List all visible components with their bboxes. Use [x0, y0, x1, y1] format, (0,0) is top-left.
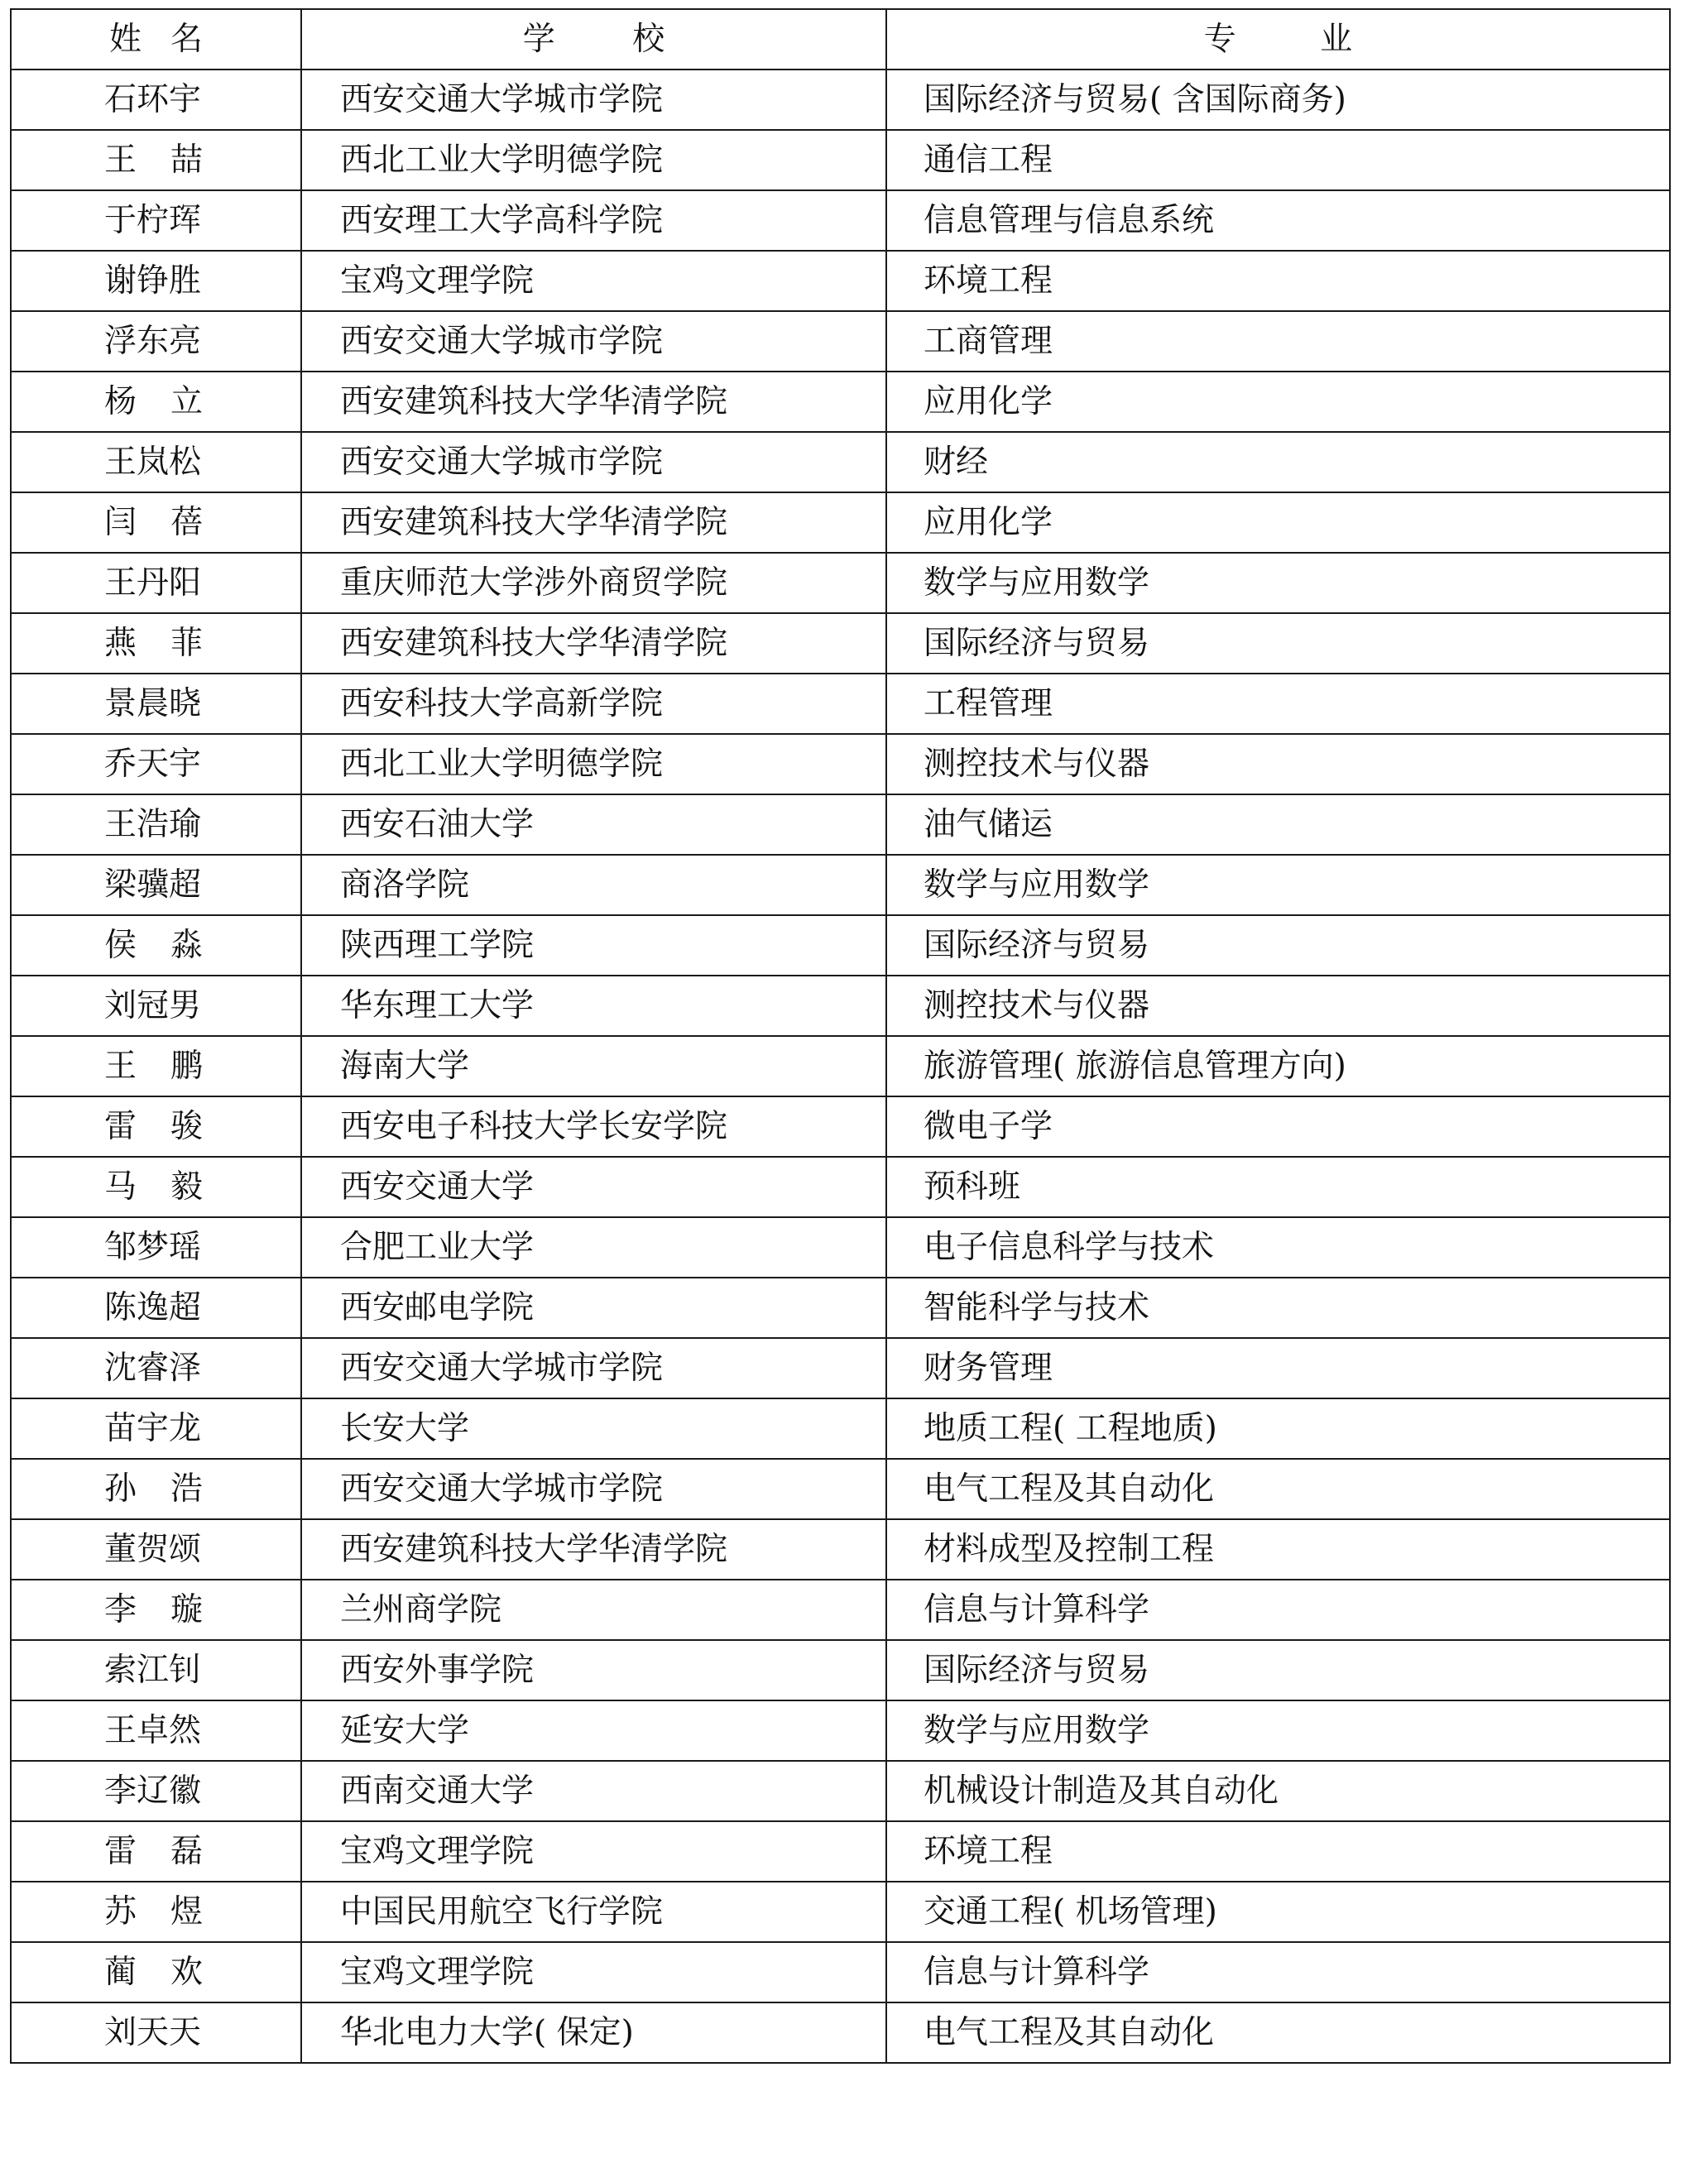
school-name: 西安交通大学城市学院 [340, 81, 664, 118]
student-name: 邹梦瑶 [104, 1229, 202, 1266]
cell-major [886, 70, 1670, 130]
cell-school [301, 1036, 886, 1096]
table-row [11, 2002, 1670, 2063]
major-name: 信息管理与信息系统 [924, 202, 1215, 239]
cell-major [886, 1640, 1670, 1700]
cell-name [11, 130, 301, 190]
cell-name [11, 2002, 301, 2063]
cell-major [886, 1096, 1670, 1157]
table-row [11, 1338, 1670, 1398]
table-row [11, 915, 1670, 976]
school-name: 西安邮电学院 [340, 1289, 535, 1326]
cell-school [301, 372, 886, 432]
cell-school [301, 553, 886, 613]
cell-school [301, 1580, 886, 1640]
student-name: 乔天宇 [104, 746, 202, 783]
table-row [11, 70, 1670, 130]
major-name: 信息与计算科学 [924, 1954, 1150, 1991]
table-row [11, 311, 1670, 372]
major-name: 机械设计制造及其自动化 [924, 1772, 1279, 1810]
cell-school [301, 613, 886, 674]
cell-major [886, 311, 1670, 372]
major-name: 信息与计算科学 [924, 1591, 1150, 1628]
cell-school [301, 1519, 886, 1580]
roster-sheet [10, 8, 1669, 2064]
student-name: 燕菲 [104, 625, 237, 662]
student-name: 梁骥超 [104, 866, 202, 904]
table-row [11, 855, 1670, 915]
table-row [11, 130, 1670, 190]
major-name: 电子信息科学与技术 [924, 1229, 1215, 1266]
cell-school [301, 1096, 886, 1157]
cell-school [301, 855, 886, 915]
cell-name [11, 372, 301, 432]
cell-major [886, 1942, 1670, 2002]
major-name: 工程管理 [924, 685, 1053, 722]
roster-table [10, 8, 1671, 2064]
table-row [11, 1942, 1670, 2002]
student-name: 王鹏 [104, 1048, 237, 1085]
school-name: 西安交通大学城市学院 [340, 1470, 664, 1508]
cell-major [886, 855, 1670, 915]
major-name: 微电子学 [924, 1108, 1053, 1145]
cell-name [11, 1942, 301, 2002]
table-row [11, 1519, 1670, 1580]
cell-school [301, 1398, 886, 1459]
cell-name [11, 1036, 301, 1096]
student-name: 王喆 [104, 141, 237, 179]
cell-major [886, 1036, 1670, 1096]
student-name: 刘天天 [104, 2014, 202, 2051]
student-name: 雷磊 [104, 1833, 237, 1870]
student-name: 孙浩 [104, 1470, 237, 1508]
cell-name [11, 613, 301, 674]
cell-school [301, 1761, 886, 1821]
table-row [11, 1157, 1670, 1217]
school-name: 西安电子科技大学长安学院 [340, 1108, 728, 1145]
school-name: 西安交通大学城市学院 [340, 323, 664, 360]
cell-major [886, 1882, 1670, 1942]
cell-name [11, 674, 301, 734]
header-school [301, 9, 886, 70]
school-name: 西南交通大学 [340, 1772, 535, 1810]
major-name: 财经 [924, 444, 989, 481]
table-row [11, 190, 1670, 251]
cell-major [886, 2002, 1670, 2063]
cell-name [11, 734, 301, 794]
roster-body [11, 70, 1670, 2063]
cell-major [886, 1278, 1670, 1338]
cell-major [886, 1459, 1670, 1519]
cell-name [11, 251, 301, 311]
cell-school [301, 1278, 886, 1338]
cell-name [11, 553, 301, 613]
cell-name [11, 432, 301, 492]
major-name: 环境工程 [924, 1833, 1053, 1870]
table-row [11, 1398, 1670, 1459]
student-name: 索江钊 [104, 1652, 202, 1689]
school-name: 华东理工大学 [340, 987, 535, 1024]
cell-name [11, 915, 301, 976]
table-row [11, 1096, 1670, 1157]
cell-name [11, 1519, 301, 1580]
table-row [11, 1036, 1670, 1096]
cell-major [886, 1217, 1670, 1278]
cell-major [886, 130, 1670, 190]
cell-name [11, 190, 301, 251]
cell-major [886, 976, 1670, 1036]
student-name: 于柠珲 [104, 202, 202, 239]
school-name: 西安建筑科技大学华清学院 [340, 383, 728, 420]
major-name: 油气储运 [924, 806, 1053, 843]
table-row [11, 613, 1670, 674]
school-name: 中国民用航空飞行学院 [340, 1893, 664, 1930]
cell-school [301, 1217, 886, 1278]
school-name: 商洛学院 [340, 866, 470, 904]
school-name: 延安大学 [340, 1712, 470, 1749]
school-name: 西安石油大学 [340, 806, 535, 843]
cell-major [886, 432, 1670, 492]
table-row [11, 251, 1670, 311]
cell-major [886, 734, 1670, 794]
school-name: 西安科技大学高新学院 [340, 685, 664, 722]
cell-school [301, 1640, 886, 1700]
cell-school [301, 432, 886, 492]
major-name: 国际经济与贸易 [924, 1652, 1150, 1689]
major-name: 智能科学与技术 [924, 1289, 1150, 1326]
cell-school [301, 794, 886, 855]
cell-name [11, 1338, 301, 1398]
school-name: 陕西理工学院 [340, 927, 535, 964]
cell-school [301, 311, 886, 372]
major-name: 数学与应用数学 [924, 1712, 1150, 1749]
school-name: 宝鸡文理学院 [340, 1954, 535, 1991]
cell-school [301, 251, 886, 311]
cell-school [301, 70, 886, 130]
student-name: 闫蓓 [104, 504, 237, 541]
school-name: 西安交通大学城市学院 [340, 444, 664, 481]
school-name: 海南大学 [340, 1048, 470, 1085]
cell-school [301, 1821, 886, 1882]
school-name: 华北电力大学( 保定) [340, 2014, 634, 2051]
school-name: 西安建筑科技大学华清学院 [340, 504, 728, 541]
cell-name [11, 492, 301, 553]
cell-school [301, 1157, 886, 1217]
school-name: 长安大学 [340, 1410, 470, 1447]
header-name [11, 9, 301, 70]
cell-name [11, 311, 301, 372]
cell-name [11, 1217, 301, 1278]
major-name: 电气工程及其自动化 [924, 2014, 1215, 2051]
student-name: 侯淼 [104, 927, 237, 964]
cell-name [11, 1882, 301, 1942]
header-major-label: 专业 [1203, 21, 1437, 58]
student-name: 马毅 [104, 1168, 237, 1206]
student-name: 王丹阳 [104, 564, 202, 602]
student-name: 蔺欢 [104, 1954, 237, 1991]
school-name: 西北工业大学明德学院 [340, 141, 664, 179]
table-row [11, 1821, 1670, 1882]
cell-name [11, 1157, 301, 1217]
cell-major [886, 492, 1670, 553]
cell-school [301, 2002, 886, 2063]
cell-major [886, 251, 1670, 311]
cell-name [11, 1459, 301, 1519]
table-row [11, 1580, 1670, 1640]
student-name: 谢铮胜 [104, 262, 202, 300]
header-row [11, 9, 1670, 70]
cell-major [886, 613, 1670, 674]
table-row [11, 674, 1670, 734]
student-name: 王浩瑜 [104, 806, 202, 843]
cell-major [886, 1761, 1670, 1821]
cell-name [11, 1278, 301, 1338]
table-row [11, 1640, 1670, 1700]
school-name: 西安外事学院 [340, 1652, 535, 1689]
major-name: 旅游管理( 旅游信息管理方向) [924, 1048, 1346, 1085]
cell-major [886, 674, 1670, 734]
cell-major [886, 915, 1670, 976]
cell-name [11, 70, 301, 130]
cell-school [301, 734, 886, 794]
school-name: 宝鸡文理学院 [340, 262, 535, 300]
cell-school [301, 1459, 886, 1519]
cell-major [886, 553, 1670, 613]
major-name: 电气工程及其自动化 [924, 1470, 1215, 1508]
major-name: 交通工程( 机场管理) [924, 1893, 1217, 1930]
table-row [11, 976, 1670, 1036]
school-name: 兰州商学院 [340, 1591, 502, 1628]
table-row [11, 432, 1670, 492]
student-name: 王岚松 [104, 444, 202, 481]
table-row [11, 1217, 1670, 1278]
major-name: 预科班 [924, 1168, 1021, 1206]
student-name: 苗宇龙 [104, 1410, 202, 1447]
table-row [11, 492, 1670, 553]
school-name: 西安交通大学 [340, 1168, 535, 1206]
cell-name [11, 855, 301, 915]
school-name: 宝鸡文理学院 [340, 1833, 535, 1870]
cell-school [301, 915, 886, 976]
student-name: 雷骏 [104, 1108, 237, 1145]
cell-name [11, 1761, 301, 1821]
cell-name [11, 794, 301, 855]
header-major [886, 9, 1670, 70]
student-name: 苏煜 [104, 1893, 237, 1930]
school-name: 重庆师范大学涉外商贸学院 [340, 564, 728, 602]
table-row [11, 553, 1670, 613]
table-row [11, 734, 1670, 794]
cell-major [886, 190, 1670, 251]
major-name: 环境工程 [924, 262, 1053, 300]
table-row [11, 1882, 1670, 1942]
student-name: 董贺颂 [104, 1531, 202, 1568]
student-name: 李璇 [104, 1591, 237, 1628]
student-name: 石环宇 [104, 81, 202, 118]
major-name: 财务管理 [924, 1350, 1053, 1387]
major-name: 数学与应用数学 [924, 564, 1150, 602]
cell-school [301, 492, 886, 553]
student-name: 景晨晓 [104, 685, 202, 722]
student-name: 王卓然 [104, 1712, 202, 1749]
cell-major [886, 1157, 1670, 1217]
cell-name [11, 1640, 301, 1700]
student-name: 杨立 [104, 383, 237, 420]
cell-school [301, 130, 886, 190]
student-name: 浮东亮 [104, 323, 202, 360]
cell-major [886, 794, 1670, 855]
table-row [11, 372, 1670, 432]
cell-major [886, 1398, 1670, 1459]
major-name: 材料成型及控制工程 [924, 1531, 1215, 1568]
major-name: 应用化学 [924, 383, 1053, 420]
major-name: 国际经济与贸易( 含国际商务) [924, 81, 1346, 118]
cell-school [301, 1338, 886, 1398]
table-row [11, 1700, 1670, 1761]
cell-name [11, 1580, 301, 1640]
school-name: 西安建筑科技大学华清学院 [340, 1531, 728, 1568]
cell-name [11, 976, 301, 1036]
cell-name [11, 1821, 301, 1882]
cell-name [11, 1398, 301, 1459]
table-row [11, 794, 1670, 855]
major-name: 工商管理 [924, 323, 1053, 360]
major-name: 数学与应用数学 [924, 866, 1150, 904]
major-name: 通信工程 [924, 141, 1053, 179]
cell-school [301, 1882, 886, 1942]
table-row [11, 1278, 1670, 1338]
student-name: 李辽徽 [104, 1772, 202, 1810]
header-school-label: 学校 [522, 21, 742, 58]
major-name: 测控技术与仪器 [924, 987, 1150, 1024]
cell-school [301, 1942, 886, 2002]
cell-school [301, 190, 886, 251]
header-name-label: 姓名 [108, 21, 233, 58]
major-name: 测控技术与仪器 [924, 746, 1150, 783]
major-name: 国际经济与贸易 [924, 927, 1150, 964]
cell-major [886, 1821, 1670, 1882]
cell-major [886, 372, 1670, 432]
student-name: 陈逸超 [104, 1289, 202, 1326]
school-name: 西安交通大学城市学院 [340, 1350, 664, 1387]
cell-major [886, 1580, 1670, 1640]
cell-school [301, 674, 886, 734]
school-name: 合肥工业大学 [340, 1229, 535, 1266]
table-row [11, 1761, 1670, 1821]
cell-name [11, 1096, 301, 1157]
major-name: 地质工程( 工程地质) [924, 1410, 1217, 1447]
major-name: 应用化学 [924, 504, 1053, 541]
school-name: 西北工业大学明德学院 [340, 746, 664, 783]
cell-major [886, 1338, 1670, 1398]
cell-name [11, 1700, 301, 1761]
student-name: 刘冠男 [104, 987, 202, 1024]
student-name: 沈睿泽 [104, 1350, 202, 1387]
school-name: 西安建筑科技大学华清学院 [340, 625, 728, 662]
cell-major [886, 1519, 1670, 1580]
cell-major [886, 1700, 1670, 1761]
cell-school [301, 976, 886, 1036]
cell-school [301, 1700, 886, 1761]
major-name: 国际经济与贸易 [924, 625, 1150, 662]
table-row [11, 1459, 1670, 1519]
school-name: 西安理工大学高科学院 [340, 202, 664, 239]
